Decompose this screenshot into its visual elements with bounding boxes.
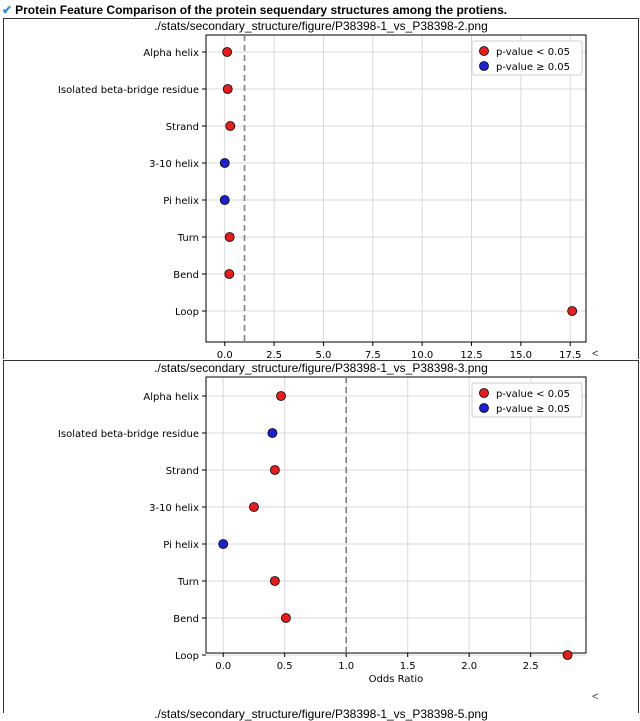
figure-path-1: ./stats/secondary_structure/figure/P38398-1_vs_P38398-2.png — [154, 19, 488, 33]
y-tick-label: Turn — [177, 233, 199, 244]
odds-ratio-chart-1 — [4, 33, 638, 358]
figure-path-3: ./stats/secondary_structure/figure/P38398-1_vs_P38398-5.png — [154, 707, 488, 721]
figure-path-2: ./stats/secondary_structure/figure/P38398-1_vs_P38398-3.png — [154, 361, 488, 375]
data-point — [281, 614, 290, 623]
legend-marker-sig — [480, 389, 489, 398]
data-point — [270, 466, 279, 475]
figure-panel-2 — [3, 360, 639, 721]
y-tick-label: Turn — [177, 577, 199, 588]
y-tick-label: Strand — [165, 122, 199, 133]
legend-label-sig: p-value < 0.05 — [496, 47, 571, 58]
y-tick-label: Alpha helix — [143, 392, 199, 403]
x-tick-label: 12.5 — [460, 350, 483, 358]
y-tick-label: Pi helix — [163, 196, 199, 207]
x-tick-label: 2.5 — [266, 350, 283, 358]
section-title: Protein Feature Comparison of the protein sequendary structures among the protiens. — [15, 3, 508, 17]
y-tick-label: Isolated beta-bridge residue — [57, 429, 199, 440]
x-tick-label: 0.5 — [276, 661, 293, 672]
x-tick-label: 2.0 — [461, 661, 478, 672]
data-point — [223, 85, 232, 94]
y-tick-label: Bend — [173, 614, 199, 625]
x-tick-label: 1.0 — [338, 661, 355, 672]
odds-ratio-chart-2 — [4, 375, 638, 705]
scroll-left-icon[interactable]: < — [592, 691, 599, 703]
y-tick-label: Loop — [175, 651, 199, 662]
data-point — [270, 577, 279, 586]
scroll-left-icon[interactable]: < — [592, 348, 599, 360]
y-tick-label: Loop — [175, 307, 199, 318]
plot-frame — [206, 377, 586, 653]
legend-label-nonsig: p-value ≥ 0.05 — [496, 62, 571, 73]
x-tick-label: 0.0 — [216, 350, 233, 358]
y-tick-label: Alpha helix — [143, 48, 199, 59]
data-point — [219, 540, 228, 549]
legend-marker-sig — [480, 47, 489, 56]
x-tick-label: 5.0 — [315, 350, 332, 358]
data-point — [249, 503, 258, 512]
data-point — [220, 196, 229, 205]
x-tick-label: 17.5 — [559, 350, 582, 358]
figure-panel-1 — [3, 18, 639, 359]
x-tick-label: 0.0 — [215, 661, 232, 672]
x-tick-label: 10.0 — [411, 350, 434, 358]
plot-frame — [206, 35, 586, 342]
data-point — [226, 122, 235, 131]
x-tick-label: 7.5 — [364, 350, 381, 358]
y-tick-label: Isolated beta-bridge residue — [57, 85, 199, 96]
data-point — [563, 651, 572, 660]
checkmark-icon: ✔ — [2, 3, 13, 17]
x-axis-label: Odds Ratio — [368, 674, 424, 685]
x-tick-label: 1.5 — [399, 661, 416, 672]
legend-marker-nonsig — [480, 62, 489, 71]
x-tick-label: 2.5 — [522, 661, 539, 672]
section-header[interactable] — [2, 3, 507, 17]
y-tick-label: Pi helix — [163, 540, 199, 551]
x-tick-label: 15.0 — [509, 350, 532, 358]
y-tick-label: 3-10 helix — [149, 159, 199, 170]
data-point — [268, 429, 277, 438]
legend-label-nonsig: p-value ≥ 0.05 — [496, 404, 571, 415]
y-tick-label: Bend — [173, 270, 199, 281]
legend-label-sig: p-value < 0.05 — [496, 389, 571, 400]
data-point — [225, 233, 234, 242]
y-tick-label: Strand — [165, 466, 199, 477]
data-point — [225, 270, 234, 279]
data-point — [223, 48, 232, 57]
data-point — [277, 392, 286, 401]
y-tick-label: 3-10 helix — [149, 503, 199, 514]
legend-marker-nonsig — [480, 404, 489, 413]
data-point — [220, 159, 229, 168]
data-point — [568, 307, 577, 316]
